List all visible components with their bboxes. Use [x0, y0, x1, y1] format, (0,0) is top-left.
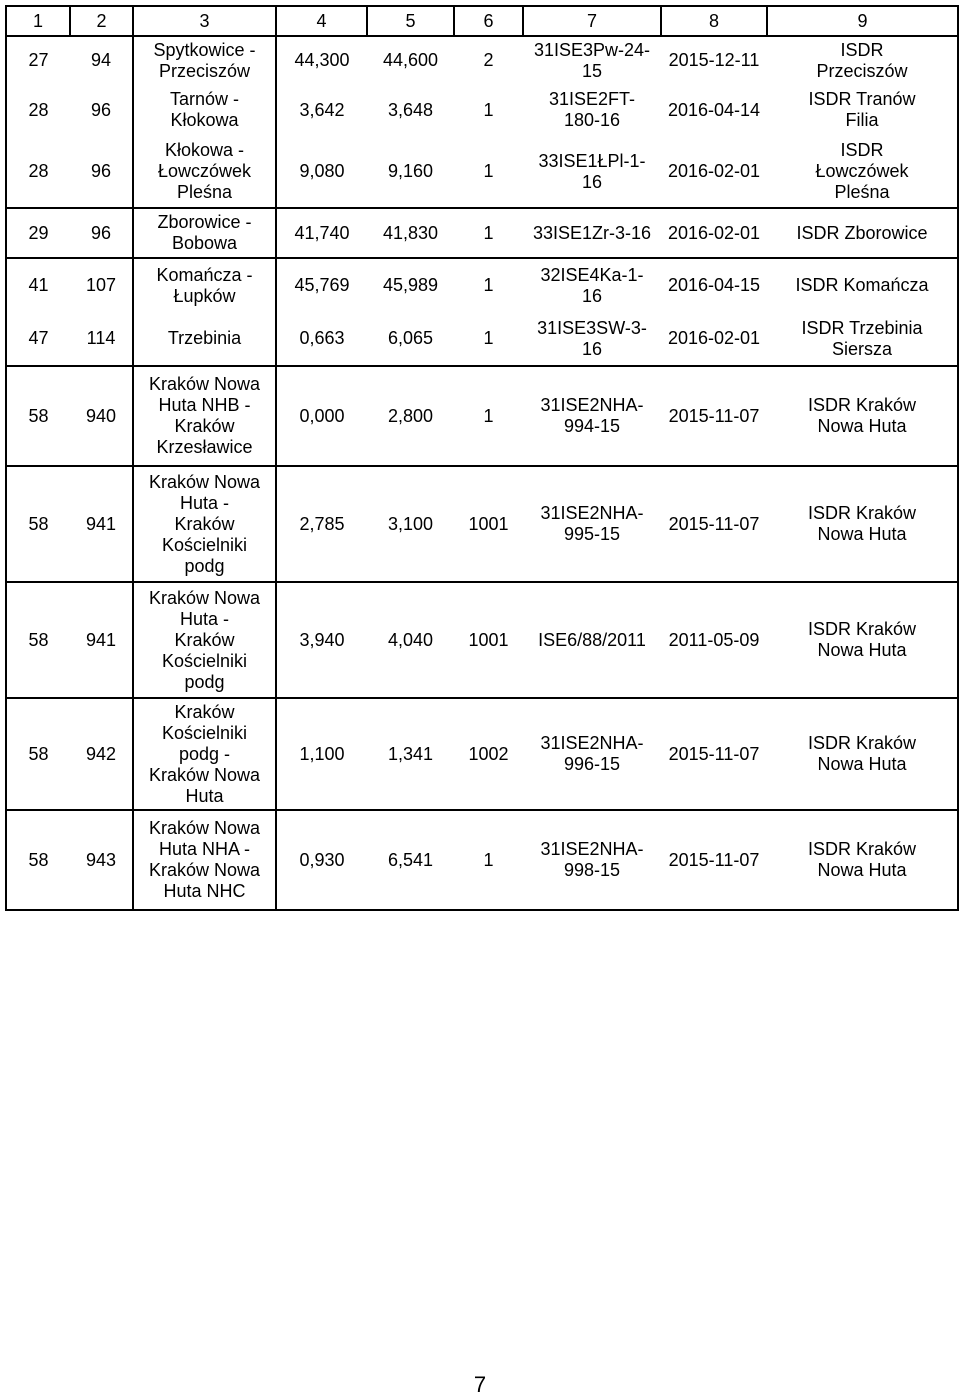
- cell-col5: 6,541: [367, 810, 454, 910]
- page-number: 7: [473, 1372, 487, 1397]
- cell-col2: 96: [90, 99, 112, 120]
- cell-col8: 2016-02-01: [667, 328, 761, 348]
- cell-col5: 44,600: [382, 50, 439, 70]
- table-row: [6, 466, 958, 582]
- cell-col7: 31ISE2FT- 180-16: [548, 89, 636, 130]
- cell-col1: 58: [6, 582, 70, 698]
- cell-col9: ISDR Zborowice: [767, 208, 958, 258]
- column-header-9: 9: [767, 6, 958, 36]
- column-header-8: 8: [661, 6, 767, 36]
- cell-col1: 58: [6, 698, 70, 810]
- cell-col2: 940: [70, 366, 133, 466]
- cell-col9: ISDR Trzebinia Siersza: [767, 312, 958, 366]
- cell-col1: 41: [6, 258, 70, 312]
- column-header-7: 7: [523, 6, 661, 36]
- cell-col1: 28: [6, 136, 70, 208]
- cell-col8: 2015-11-07: [661, 366, 767, 466]
- cell-col4: 44,300: [294, 50, 350, 70]
- column-header-2: 2: [70, 6, 133, 36]
- cell-col9: ISDR Łowczówek Pleśna: [767, 136, 958, 208]
- cell-col4: 9,080: [299, 161, 345, 181]
- cell-col6: 2: [483, 50, 494, 70]
- cell-col9: ISDR Tranów Filia: [767, 84, 958, 136]
- cell-col2: 96: [70, 208, 133, 258]
- table-row: [6, 208, 958, 258]
- cell-col3: Kraków Nowa Huta - Kraków Kościelniki podg: [133, 466, 276, 582]
- cell-col4: 41,740: [276, 208, 367, 258]
- cell-col7: 31ISE3Pw-24- 15: [533, 39, 651, 81]
- cell-col8: 2016-04-14: [667, 99, 761, 120]
- cell-col6: 1001: [454, 466, 523, 582]
- column-header-6: 6: [454, 6, 523, 36]
- column-header-4: 4: [276, 6, 367, 36]
- cell-col9: ISDR Kraków Nowa Huta: [767, 582, 958, 698]
- cell-col3: Kraków Kościelniki podg - Kraków Nowa Huta: [133, 698, 276, 810]
- cell-col5: 4,040: [367, 582, 454, 698]
- cell-col5: 45,989: [367, 258, 454, 312]
- cell-col7: 32ISE4Ka-1- 16: [523, 258, 661, 312]
- cell-col9: ISDR Przeciszów: [767, 36, 958, 84]
- cell-col6: 1001: [454, 582, 523, 698]
- table-body: [6, 36, 958, 910]
- cell-col9: ISDR Kraków Nowa Huta: [767, 366, 958, 466]
- cell-col8: 2016-02-01: [667, 161, 761, 181]
- cell-col3: Kraków Nowa Huta - Kraków Kościelniki podg: [133, 582, 276, 698]
- cell-col4: 3,940: [276, 582, 367, 698]
- cell-col2: 96: [90, 161, 112, 181]
- table-row: [6, 810, 958, 910]
- cell-col3: Zborowice - Bobowa: [133, 208, 276, 258]
- cell-col2: 942: [70, 698, 133, 810]
- cell-col9: ISDR Kraków Nowa Huta: [767, 466, 958, 582]
- table-row: [6, 698, 958, 810]
- cell-col6: 1002: [454, 698, 523, 810]
- cell-col7: 31ISE2NHA- 994-15: [523, 366, 661, 466]
- cell-col9: ISDR Komańcza: [767, 258, 958, 312]
- cell-col5: 6,065: [387, 328, 434, 348]
- cell-col5: 3,100: [367, 466, 454, 582]
- cell-col2: 941: [70, 582, 133, 698]
- cell-col5: 9,160: [387, 161, 434, 181]
- cell-col4: 45,769: [276, 258, 367, 312]
- cell-col6: 1: [454, 258, 523, 312]
- cell-col2: 107: [70, 258, 133, 312]
- cell-col6: 1: [454, 810, 523, 910]
- column-header-5: 5: [367, 6, 454, 36]
- cell-col1: 58: [6, 466, 70, 582]
- cell-col8: 2016-04-15: [661, 258, 767, 312]
- column-header-1: 1: [6, 6, 70, 36]
- cell-col6: 1: [483, 161, 494, 181]
- cell-col8: 2015-12-11: [668, 50, 760, 70]
- table-row: [6, 136, 958, 208]
- cell-col2: 114: [86, 328, 116, 348]
- cell-col4: 0,000: [276, 366, 367, 466]
- cell-col8: 2015-11-07: [661, 698, 767, 810]
- cell-col2: 94: [90, 50, 112, 70]
- cell-col2: 941: [70, 466, 133, 582]
- cell-col9: ISDR Kraków Nowa Huta: [767, 698, 958, 810]
- cell-col3: Trzebinia: [133, 312, 276, 366]
- cell-col7: 31ISE2NHA- 996-15: [523, 698, 661, 810]
- cell-col8: 2011-05-09: [661, 582, 767, 698]
- cell-col1: 29: [6, 208, 70, 258]
- table-row: [6, 258, 958, 312]
- table-row: [6, 366, 958, 466]
- cell-col7: 31ISE2NHA- 998-15: [523, 810, 661, 910]
- cell-col4: 1,100: [276, 698, 367, 810]
- cell-col4: 0,930: [276, 810, 367, 910]
- data-table: [5, 5, 959, 911]
- cell-col5: 1,341: [367, 698, 454, 810]
- cell-col5: 41,830: [367, 208, 454, 258]
- cell-col5: 2,800: [367, 366, 454, 466]
- cell-col4: 2,785: [276, 466, 367, 582]
- cell-col1: 58: [6, 366, 70, 466]
- cell-col1: 28: [6, 84, 70, 136]
- cell-col2: 943: [70, 810, 133, 910]
- cell-col5: 3,648: [387, 99, 434, 120]
- cell-col3: Kraków Nowa Huta NHA - Kraków Nowa Huta NHC: [133, 810, 276, 910]
- cell-col4: 3,642: [299, 99, 345, 120]
- cell-col8: 2015-11-07: [661, 810, 767, 910]
- cell-col3: Spytkowice - Przeciszów: [133, 36, 276, 84]
- cell-col9: ISDR Kraków Nowa Huta: [767, 810, 958, 910]
- header-row: [6, 6, 958, 36]
- column-header-3: 3: [133, 6, 276, 36]
- cell-col3: Kraków Nowa Huta NHB - Kraków Krzesławice: [133, 366, 276, 466]
- cell-col7: 33ISE1Zr-3-16: [523, 208, 661, 258]
- table-row: [6, 84, 958, 136]
- cell-col1: 27: [6, 36, 70, 84]
- cell-col7: 31ISE3SW-3- 16: [537, 317, 647, 359]
- cell-col1: 47: [6, 312, 70, 366]
- cell-col6: 1: [483, 99, 494, 120]
- cell-col8: 2015-11-07: [661, 466, 767, 582]
- cell-col7: ISE6/88/2011: [523, 582, 661, 698]
- table-header: [6, 6, 958, 36]
- cell-col1: 58: [6, 810, 70, 910]
- cell-col6: 1: [454, 366, 523, 466]
- cell-col4: 0,663: [299, 328, 345, 348]
- cell-col6: 1: [454, 208, 523, 258]
- cell-col3: Tarnów - Kłokowa: [133, 84, 276, 136]
- cell-col3: Komańcza - Łupków: [133, 258, 276, 312]
- table-row: [6, 36, 958, 84]
- table-row: [6, 312, 958, 366]
- table-row: [6, 582, 958, 698]
- cell-col7: 31ISE2NHA- 995-15: [523, 466, 661, 582]
- cell-col8: 2016-02-01: [661, 208, 767, 258]
- cell-col3: Kłokowa - Łowczówek Pleśna: [133, 136, 276, 208]
- cell-col7: 33ISE1ŁPl-1- 16: [538, 150, 646, 192]
- cell-col6: 1: [483, 328, 494, 348]
